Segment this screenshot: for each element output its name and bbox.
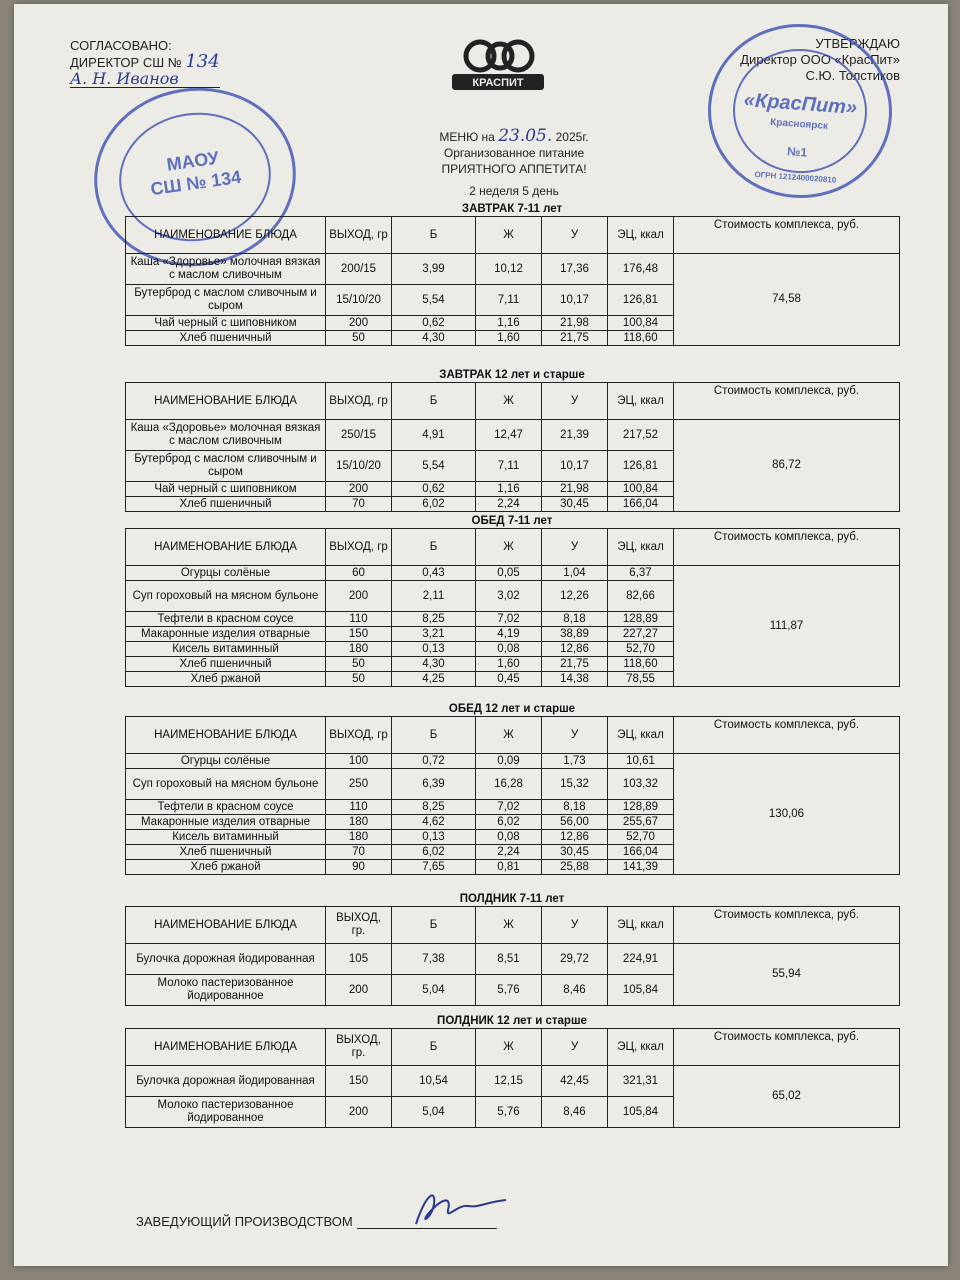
col-energy-cell: 126,81 <box>608 285 674 316</box>
col-protein-cell: 6,02 <box>392 497 476 512</box>
col-energy-cell: 227,27 <box>608 627 674 642</box>
col-name-cell: Огурцы солёные <box>126 566 326 581</box>
col-carbs-cell: 8,46 <box>542 1097 608 1128</box>
table-header <box>126 717 900 754</box>
approver-name: С.Ю. Толстиков <box>805 68 900 83</box>
col-energy-cell: 166,04 <box>608 497 674 512</box>
col-yield-cell: 180 <box>326 830 392 845</box>
col-cost-header: Стоимость комплекса, руб. <box>674 907 900 944</box>
col-fat-header: Ж <box>476 529 542 566</box>
col-carbs-header: У <box>542 717 608 754</box>
section-title: ОБЕД 7-11 лет <box>471 515 553 527</box>
section-title: ОБЕД 12 лет и старше <box>448 703 576 715</box>
col-protein-cell: 5,04 <box>392 975 476 1006</box>
col-name-cell: Хлеб ржаной <box>126 672 326 687</box>
col-carbs-cell: 1,04 <box>542 566 608 581</box>
table-header <box>126 1029 900 1066</box>
col-name-header: НАИМЕНОВАНИЕ БЛЮДА <box>126 1029 326 1066</box>
approver-title: Директор ООО «КрасПит» <box>740 52 900 67</box>
col-name-cell: Хлеб пшеничный <box>126 497 326 512</box>
menu-table <box>125 906 900 1006</box>
col-energy-cell: 6,37 <box>608 566 674 581</box>
col-yield-cell: 15/10/20 <box>326 451 392 482</box>
col-energy-header: ЭЦ, ккал <box>608 529 674 566</box>
col-carbs-cell: 30,45 <box>542 845 608 860</box>
col-carbs-header: У <box>542 217 608 254</box>
col-energy-cell: 128,89 <box>608 612 674 627</box>
col-carbs-cell: 56,00 <box>542 815 608 830</box>
col-fat-cell: 7,02 <box>476 612 542 627</box>
table-row <box>126 944 900 975</box>
col-name-header: НАИМЕНОВАНИЕ БЛЮДА <box>126 383 326 420</box>
col-protein-cell: 0,43 <box>392 566 476 581</box>
col-yield-cell: 150 <box>326 1066 392 1097</box>
col-fat-cell: 7,11 <box>476 285 542 316</box>
complex-cost: 55,94 <box>674 944 900 1006</box>
col-yield-cell: 70 <box>326 497 392 512</box>
col-yield-cell: 110 <box>326 800 392 815</box>
col-protein-header: Б <box>392 383 476 420</box>
col-energy-cell: 126,81 <box>608 451 674 482</box>
col-protein-cell: 0,62 <box>392 482 476 497</box>
director-line: ДИРЕКТОР СШ № 134 <box>70 51 220 72</box>
col-yield-header: ВЫХОД, гр <box>326 717 392 754</box>
menu-title <box>334 128 694 199</box>
col-fat-cell: 0,08 <box>476 830 542 845</box>
col-energy-cell: 321,31 <box>608 1066 674 1097</box>
col-energy-cell: 100,84 <box>608 316 674 331</box>
menu-section <box>125 514 899 687</box>
col-energy-cell: 255,67 <box>608 815 674 830</box>
col-energy-cell: 103,32 <box>608 769 674 800</box>
col-energy-cell: 128,89 <box>608 800 674 815</box>
col-carbs-cell: 10,17 <box>542 451 608 482</box>
col-protein-header: Б <box>392 529 476 566</box>
col-energy-header: ЭЦ, ккал <box>608 217 674 254</box>
col-fat-cell: 3,02 <box>476 581 542 612</box>
col-yield-cell: 100 <box>326 754 392 769</box>
col-cost-header: Стоимость комплекса, руб. <box>674 1029 900 1066</box>
col-name-cell: Суп гороховый на мясном бульоне <box>126 769 326 800</box>
menu-date-line: МЕНЮ на 23.05. 2025г. <box>439 126 589 146</box>
col-yield-header: ВЫХОД, гр <box>326 529 392 566</box>
col-name-cell: Макаронные изделия отварные <box>126 627 326 642</box>
col-fat-cell: 4,19 <box>476 627 542 642</box>
col-carbs-cell: 21,98 <box>542 482 608 497</box>
col-fat-cell: 5,76 <box>476 1097 542 1128</box>
kraspit-logo <box>438 34 558 98</box>
col-carbs-cell: 8,18 <box>542 800 608 815</box>
col-protein-cell: 7,65 <box>392 860 476 875</box>
col-name-cell: Кисель витаминный <box>126 830 326 845</box>
col-protein-header: Б <box>392 717 476 754</box>
table-header <box>126 529 900 566</box>
col-protein-cell: 0,62 <box>392 316 476 331</box>
col-fat-cell: 7,11 <box>476 451 542 482</box>
col-energy-cell: 100,84 <box>608 482 674 497</box>
col-name-header: НАИМЕНОВАНИЕ БЛЮДА <box>126 717 326 754</box>
col-yield-header: ВЫХОД, гр. <box>326 1029 392 1066</box>
col-yield-cell: 105 <box>326 944 392 975</box>
col-carbs-cell: 14,38 <box>542 672 608 687</box>
col-carbs-cell: 21,75 <box>542 657 608 672</box>
col-cost-header: Стоимость комплекса, руб. <box>674 383 900 420</box>
menu-table <box>125 528 900 687</box>
menu-section <box>125 702 899 875</box>
section-title: ЗАВТРАК 12 лет и старше <box>439 369 585 381</box>
col-carbs-cell: 29,72 <box>542 944 608 975</box>
section-title: ЗАВТРАК 7-11 лет <box>461 203 563 215</box>
col-protein-cell: 4,30 <box>392 657 476 672</box>
col-carbs-cell: 12,86 <box>542 642 608 657</box>
col-yield-cell: 250/15 <box>326 420 392 451</box>
col-energy-header: ЭЦ, ккал <box>608 383 674 420</box>
col-name-cell: Булочка дорожная йодированная <box>126 944 326 975</box>
complex-cost: 74,58 <box>674 254 900 346</box>
menu-section <box>125 368 899 512</box>
col-energy-cell: 105,84 <box>608 1097 674 1128</box>
col-name-cell: Тефтели в красном соусе <box>126 612 326 627</box>
table-header <box>126 383 900 420</box>
col-name-cell: Чай черный с шиповником <box>126 316 326 331</box>
col-name-header: НАИМЕНОВАНИЕ БЛЮДА <box>126 529 326 566</box>
col-protein-cell: 4,30 <box>392 331 476 346</box>
col-fat-cell: 1,60 <box>476 331 542 346</box>
col-cost-header: Стоимость комплекса, руб. <box>674 217 900 254</box>
agreed-label: СОГЛАСОВАНО: <box>70 38 172 53</box>
col-carbs-cell: 15,32 <box>542 769 608 800</box>
col-fat-cell: 0,05 <box>476 566 542 581</box>
col-name-cell: Бутерброд с маслом сливочным и сыром <box>126 451 326 482</box>
col-name-cell: Хлеб пшеничный <box>126 845 326 860</box>
col-fat-cell: 1,60 <box>476 657 542 672</box>
col-yield-cell: 90 <box>326 860 392 875</box>
col-fat-cell: 0,08 <box>476 642 542 657</box>
col-name-cell: Тефтели в красном соусе <box>126 800 326 815</box>
col-carbs-header: У <box>542 529 608 566</box>
col-protein-cell: 0,13 <box>392 830 476 845</box>
col-carbs-cell: 1,73 <box>542 754 608 769</box>
col-protein-cell: 3,21 <box>392 627 476 642</box>
table-header <box>126 907 900 944</box>
col-energy-cell: 141,39 <box>608 860 674 875</box>
col-protein-cell: 5,04 <box>392 1097 476 1128</box>
col-energy-header: ЭЦ, ккал <box>608 907 674 944</box>
table-row <box>126 566 900 581</box>
col-yield-cell: 200 <box>326 316 392 331</box>
col-protein-cell: 0,13 <box>392 642 476 657</box>
menu-section <box>125 202 899 346</box>
table-row <box>126 420 900 451</box>
col-carbs-cell: 25,88 <box>542 860 608 875</box>
col-fat-cell: 12,47 <box>476 420 542 451</box>
menu-date: 23.05. <box>498 126 553 146</box>
col-energy-header: ЭЦ, ккал <box>608 717 674 754</box>
col-energy-cell: 118,60 <box>608 331 674 346</box>
col-energy-cell: 176,48 <box>608 254 674 285</box>
col-carbs-cell: 10,17 <box>542 285 608 316</box>
director-signature: А. Н. Иванов <box>70 71 220 88</box>
table-row <box>126 254 900 285</box>
col-yield-cell: 200 <box>326 975 392 1006</box>
col-fat-header: Ж <box>476 217 542 254</box>
complex-cost: 86,72 <box>674 420 900 512</box>
footer-signature-line: ЗАВЕДУЮЩИЙ ПРОИЗВОДСТВОМ <box>136 1214 497 1229</box>
col-protein-cell: 4,62 <box>392 815 476 830</box>
col-name-cell: Хлеб пшеничный <box>126 657 326 672</box>
col-carbs-cell: 30,45 <box>542 497 608 512</box>
col-fat-cell: 6,02 <box>476 815 542 830</box>
col-name-cell: Кисель витаминный <box>126 642 326 657</box>
col-carbs-cell: 21,39 <box>542 420 608 451</box>
col-yield-header: ВЫХОД, гр <box>326 217 392 254</box>
col-yield-cell: 200/15 <box>326 254 392 285</box>
section-title: ПОЛДНИК 7-11 лет <box>459 893 565 905</box>
col-protein-cell: 0,72 <box>392 754 476 769</box>
col-yield-cell: 50 <box>326 672 392 687</box>
col-carbs-header: У <box>542 1029 608 1066</box>
col-cost-header: Стоимость комплекса, руб. <box>674 717 900 754</box>
col-protein-cell: 4,91 <box>392 420 476 451</box>
col-protein-header: Б <box>392 217 476 254</box>
col-name-cell: Макаронные изделия отварные <box>126 815 326 830</box>
col-energy-cell: 166,04 <box>608 845 674 860</box>
subtitle: Организованное питание <box>443 146 585 160</box>
col-yield-cell: 15/10/20 <box>326 285 392 316</box>
col-carbs-cell: 8,18 <box>542 612 608 627</box>
menu-section <box>125 892 899 1006</box>
col-yield-cell: 70 <box>326 845 392 860</box>
col-yield-header: ВЫХОД, гр. <box>326 907 392 944</box>
col-protein-cell: 5,54 <box>392 285 476 316</box>
col-protein-cell: 4,25 <box>392 672 476 687</box>
col-yield-cell: 180 <box>326 815 392 830</box>
col-energy-cell: 78,55 <box>608 672 674 687</box>
col-fat-header: Ж <box>476 717 542 754</box>
col-fat-cell: 0,09 <box>476 754 542 769</box>
col-fat-cell: 2,24 <box>476 497 542 512</box>
col-name-cell: Хлеб пшеничный <box>126 331 326 346</box>
col-fat-cell: 16,28 <box>476 769 542 800</box>
col-carbs-header: У <box>542 907 608 944</box>
col-yield-header: ВЫХОД, гр <box>326 383 392 420</box>
col-energy-cell: 224,91 <box>608 944 674 975</box>
col-protein-cell: 3,99 <box>392 254 476 285</box>
col-carbs-cell: 42,45 <box>542 1066 608 1097</box>
col-name-cell: Молоко пастеризованное йодированное <box>126 975 326 1006</box>
col-fat-header: Ж <box>476 383 542 420</box>
col-energy-cell: 118,60 <box>608 657 674 672</box>
menu-table <box>125 382 900 512</box>
col-energy-header: ЭЦ, ккал <box>608 1029 674 1066</box>
menu-table <box>125 216 900 346</box>
school-stamp: МАОУ СШ № 134 <box>83 75 308 279</box>
col-fat-cell: 1,16 <box>476 482 542 497</box>
col-energy-cell: 10,61 <box>608 754 674 769</box>
col-protein-cell: 2,11 <box>392 581 476 612</box>
table-row <box>126 1066 900 1097</box>
col-cost-header: Стоимость комплекса, руб. <box>674 529 900 566</box>
col-yield-cell: 150 <box>326 627 392 642</box>
col-carbs-cell: 38,89 <box>542 627 608 642</box>
col-energy-cell: 52,70 <box>608 830 674 845</box>
col-protein-header: Б <box>392 907 476 944</box>
table-row <box>126 754 900 769</box>
col-carbs-cell: 12,86 <box>542 830 608 845</box>
production-head-signature <box>406 1184 516 1232</box>
col-name-header: НАИМЕНОВАНИЕ БЛЮДА <box>126 907 326 944</box>
menu-section <box>125 1014 899 1128</box>
col-carbs-cell: 21,98 <box>542 316 608 331</box>
agreed-block <box>70 38 220 88</box>
approved-label: УТВЕРЖДАЮ <box>815 36 900 51</box>
greeting: ПРИЯТНОГО АППЕТИТА! <box>441 162 587 176</box>
col-yield-cell: 50 <box>326 331 392 346</box>
col-name-cell: Чай черный с шиповником <box>126 482 326 497</box>
col-protein-cell: 8,25 <box>392 612 476 627</box>
col-yield-cell: 60 <box>326 566 392 581</box>
col-name-cell: Бутерброд с маслом сливочным и сыром <box>126 285 326 316</box>
col-protein-header: Б <box>392 1029 476 1066</box>
col-carbs-cell: 8,46 <box>542 975 608 1006</box>
col-fat-cell: 10,12 <box>476 254 542 285</box>
col-protein-cell: 10,54 <box>392 1066 476 1097</box>
col-name-cell: Суп гороховый на мясном бульоне <box>126 581 326 612</box>
school-number: 134 <box>185 51 220 72</box>
col-yield-cell: 200 <box>326 581 392 612</box>
col-name-cell: Булочка дорожная йодированная <box>126 1066 326 1097</box>
menu-table <box>125 1028 900 1128</box>
col-fat-cell: 7,02 <box>476 800 542 815</box>
col-fat-cell: 5,76 <box>476 975 542 1006</box>
col-yield-cell: 200 <box>326 482 392 497</box>
col-fat-cell: 0,81 <box>476 860 542 875</box>
complex-cost: 111,87 <box>674 566 900 687</box>
col-name-cell: Молоко пастеризованное йодированное <box>126 1097 326 1128</box>
col-protein-cell: 6,39 <box>392 769 476 800</box>
col-yield-cell: 200 <box>326 1097 392 1128</box>
col-protein-cell: 7,38 <box>392 944 476 975</box>
col-carbs-cell: 21,75 <box>542 331 608 346</box>
col-carbs-cell: 12,26 <box>542 581 608 612</box>
col-fat-header: Ж <box>476 907 542 944</box>
col-energy-cell: 82,66 <box>608 581 674 612</box>
col-energy-cell: 105,84 <box>608 975 674 1006</box>
menu-sheet <box>14 4 948 1266</box>
col-carbs-cell: 17,36 <box>542 254 608 285</box>
col-fat-cell: 8,51 <box>476 944 542 975</box>
col-fat-cell: 2,24 <box>476 845 542 860</box>
col-fat-cell: 0,45 <box>476 672 542 687</box>
complex-cost: 130,06 <box>674 754 900 875</box>
col-name-cell: Каша «Здоровье» молочная вязкая с маслом сливочным <box>126 254 326 285</box>
col-energy-cell: 52,70 <box>608 642 674 657</box>
col-protein-cell: 8,25 <box>392 800 476 815</box>
col-fat-cell: 1,16 <box>476 316 542 331</box>
col-yield-cell: 180 <box>326 642 392 657</box>
col-yield-cell: 250 <box>326 769 392 800</box>
logo-text: КРАСПИТ <box>472 77 524 89</box>
col-carbs-header: У <box>542 383 608 420</box>
col-name-cell: Огурцы солёные <box>126 754 326 769</box>
col-name-cell: Хлеб ржаной <box>126 860 326 875</box>
section-title: ПОЛДНИК 12 лет и старше <box>437 1015 587 1027</box>
menu-table <box>125 716 900 875</box>
col-name-header: НАИМЕНОВАНИЕ БЛЮДА <box>126 217 326 254</box>
col-yield-cell: 50 <box>326 657 392 672</box>
complex-cost: 65,02 <box>674 1066 900 1128</box>
col-protein-cell: 6,02 <box>392 845 476 860</box>
company-stamp: «КрасПит» Красноярск №1 ОГРН 1212400020810 <box>702 18 898 204</box>
table-header <box>126 217 900 254</box>
col-energy-cell: 217,52 <box>608 420 674 451</box>
col-name-cell: Каша «Здоровье» молочная вязкая с маслом сливочным <box>126 420 326 451</box>
col-fat-cell: 12,15 <box>476 1066 542 1097</box>
col-yield-cell: 110 <box>326 612 392 627</box>
col-protein-cell: 5,54 <box>392 451 476 482</box>
col-fat-header: Ж <box>476 1029 542 1066</box>
week-day: 2 неделя 5 день <box>469 184 559 198</box>
